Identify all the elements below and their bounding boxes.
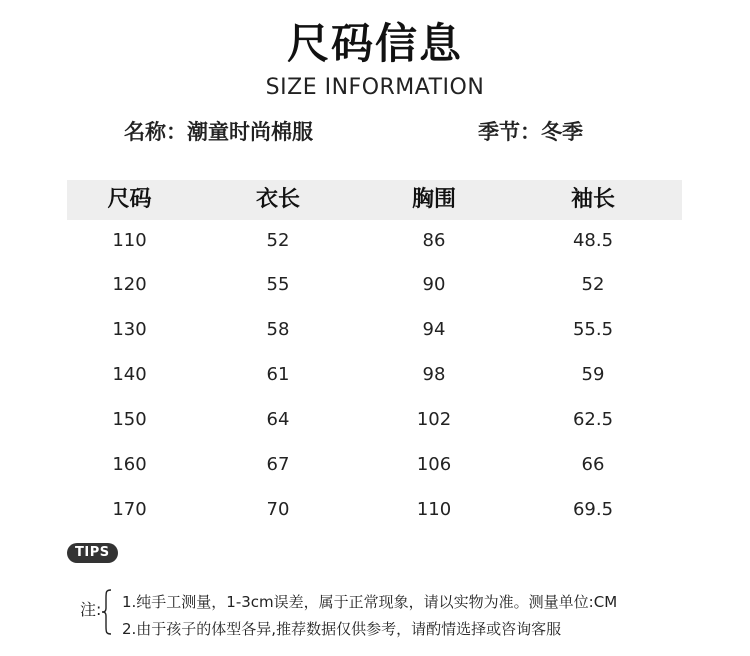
cell-size: 120 — [112, 274, 147, 295]
page-subtitle: SIZE INFORMATION — [265, 75, 485, 100]
cell-length: 52 — [266, 230, 290, 251]
cell-chest: 106 — [416, 454, 452, 475]
table-row — [67, 442, 682, 487]
cell-sleeve: 55.5 — [572, 319, 614, 340]
cell-length: 61 — [266, 364, 290, 385]
table-row — [67, 397, 682, 442]
size-table — [67, 180, 682, 532]
header-size: 尺码 — [107, 187, 152, 212]
cell-sleeve: 69.5 — [572, 499, 614, 520]
cell-chest: 86 — [422, 230, 446, 251]
cell-length: 58 — [266, 319, 290, 340]
cell-chest: 110 — [416, 499, 452, 520]
cell-size: 160 — [112, 454, 147, 475]
cell-length: 64 — [266, 409, 290, 430]
header-chest: 胸围 — [411, 187, 456, 212]
note-line: 1.纯手工测量，1-3cm误差，属于正常现象，请以实物为准。测量单位:CM — [122, 593, 618, 611]
cell-size: 170 — [112, 499, 147, 520]
note-line: 2.由于孩子的体型各异,推荐数据仅供参考，请酌情选择或咨询客服 — [122, 620, 562, 638]
cell-size: 110 — [112, 230, 147, 251]
table-row — [67, 487, 682, 532]
cell-size: 130 — [112, 319, 147, 340]
cell-chest: 102 — [416, 409, 452, 430]
cell-sleeve: 52 — [581, 274, 605, 295]
header-length: 衣长 — [255, 187, 300, 212]
cell-chest: 98 — [422, 364, 446, 385]
cell-chest: 90 — [422, 274, 446, 295]
tips-badge: TIPS — [67, 543, 118, 563]
table-header-row — [67, 180, 682, 220]
cell-sleeve: 59 — [581, 364, 605, 385]
cell-length: 55 — [266, 274, 290, 295]
table-row — [67, 307, 682, 352]
table-row — [67, 220, 682, 262]
cell-sleeve: 66 — [581, 454, 605, 475]
product-name: 名称：潮童时尚棉服 — [124, 120, 313, 144]
cell-length: 70 — [266, 499, 290, 520]
cell-sleeve: 48.5 — [572, 230, 614, 251]
table-row — [67, 352, 682, 397]
cell-chest: 94 — [422, 319, 446, 340]
cell-sleeve: 62.5 — [572, 409, 614, 430]
brace-icon — [100, 588, 114, 636]
product-season: 季节：冬季 — [478, 120, 583, 144]
cell-length: 67 — [266, 454, 290, 475]
note-label: 注: — [80, 600, 102, 619]
table-row — [67, 262, 682, 307]
page-title: 尺码信息 — [286, 19, 463, 68]
cell-size: 140 — [112, 364, 147, 385]
cell-size: 150 — [112, 409, 147, 430]
header-sleeve: 袖长 — [570, 187, 615, 212]
